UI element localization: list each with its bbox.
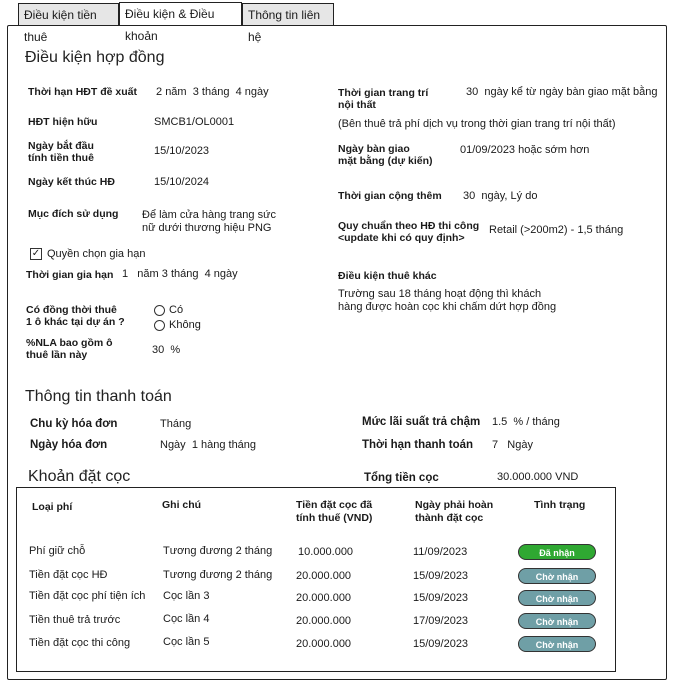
fitout-label-line1: Thời gian trang trí — [338, 87, 429, 99]
other-conditions-value[interactable] — [338, 288, 556, 314]
term-months: 3 — [192, 86, 199, 98]
col-header-refund-line2: thành đặt cọc — [415, 512, 484, 524]
extra-time-label: Thời gian cộng thêm — [338, 190, 442, 202]
row-fee: Tiền thuê trả trước — [29, 614, 121, 626]
other-conditions-line2: hàng được hoàn cọc khi chấm dứt hợp đồng — [338, 301, 557, 313]
row-refund-date: 17/09/2023 — [413, 615, 469, 627]
tab-bar — [0, 0, 673, 44]
payment-term-label: Thời hạn thanh toán — [362, 439, 474, 451]
fitout-note: (Bên thuê trả phí dịch vụ trong thời gian trang trí nội thất) — [338, 118, 616, 130]
term-years-unit: năm — [165, 86, 187, 98]
end-date-value[interactable]: 15/10/2024 — [154, 176, 210, 188]
handover-date: 01/09/2023 — [460, 144, 516, 156]
status-badge[interactable]: Chờ nhận — [518, 636, 596, 652]
handover-label-line2: mặt bằng (dự kiến) — [338, 155, 433, 167]
renewal-period-value[interactable] — [122, 268, 238, 281]
construction-standard-label-line2: <update khi có quy định> — [338, 232, 465, 244]
deposit-total-label: Tổng tiền cọc — [364, 472, 439, 484]
tab-terms-conditions[interactable]: Điều kiện & Điều khoản — [119, 2, 242, 26]
row-amount: 20.000.000 — [296, 592, 352, 604]
handover-label — [338, 143, 433, 167]
deposit-total-value: 30.000.000 VND — [497, 471, 579, 483]
handover-label-line1: Ngày bàn giao — [338, 143, 410, 155]
status-badge[interactable]: Chờ nhận — [518, 613, 596, 629]
row-fee: Tiền đặt cọc thi công — [29, 637, 131, 649]
other-conditions-label: Điều kiện thuê khác — [338, 270, 437, 282]
col-header-refund-line1: Ngày phải hoàn — [415, 499, 494, 511]
renewal-days-unit: ngày — [213, 268, 238, 280]
purpose-label: Mục đích sử dụng — [28, 208, 119, 220]
start-date-label — [28, 140, 94, 164]
start-date-label-line1: Ngày bắt đầu — [28, 140, 94, 152]
row-note: Cọc lần 5 — [163, 636, 210, 648]
nla-label — [26, 337, 113, 361]
renewal-days: 4 — [204, 268, 211, 280]
handover-note: hoặc sớm hơn — [518, 144, 590, 156]
handover-value[interactable] — [460, 144, 589, 157]
nla-value[interactable] — [152, 344, 180, 357]
invoice-date-prefix: Ngày — [160, 439, 186, 451]
concurrent-yes-option[interactable] — [154, 304, 183, 317]
row-amount: 20.000.000 — [296, 615, 352, 627]
row-amount: 10.000.000 — [298, 546, 354, 558]
payment-term-unit: Ngày — [507, 439, 533, 451]
end-date-label: Ngày kết thúc HĐ — [28, 176, 115, 188]
invoice-date-value[interactable] — [160, 439, 256, 452]
renewal-option-checkbox[interactable]: ✓ — [31, 248, 41, 260]
term-days: 4 — [235, 86, 242, 98]
status-badge[interactable]: Chờ nhận — [518, 568, 596, 584]
renewal-years: 1 — [122, 268, 129, 280]
col-header-note: Ghi chú — [162, 499, 202, 511]
current-contract-label: HĐT hiện hữu — [28, 116, 98, 128]
extra-time-unit: ngày, Lý do — [481, 190, 538, 202]
nla-label-line2: thuê lần này — [26, 349, 88, 361]
start-date-value[interactable]: 15/10/2023 — [154, 145, 210, 157]
other-conditions-line1: Trường sau 18 tháng hoạt động thì khách — [338, 288, 542, 300]
term-value[interactable] — [156, 86, 269, 99]
extra-time-days: 30 — [463, 190, 476, 202]
fitout-unit: ngày kể từ ngày bàn giao mặt bằng — [484, 86, 658, 98]
payment-term-number: 7 — [492, 439, 499, 451]
term-label: Thời hạn HĐT đề xuất — [28, 86, 137, 98]
term-days-unit: ngày — [244, 86, 269, 98]
col-header-status: Tình trạng — [534, 499, 586, 511]
row-note: Tương đương 2 tháng — [163, 569, 273, 581]
row-fee: Phí giữ chỗ — [29, 545, 86, 557]
nla-number: 30 — [152, 344, 165, 356]
deposit-section-title: Khoản đặt cọc — [28, 468, 131, 485]
late-rate-number: 1.5 — [492, 416, 508, 428]
row-refund-date: 15/09/2023 — [413, 638, 469, 650]
concurrent-no-option[interactable] — [154, 319, 201, 332]
contract-section-title: Điều kiện hợp đồng — [25, 49, 165, 66]
col-header-amount — [296, 499, 372, 525]
invoice-date-label: Ngày hóa đơn — [30, 439, 108, 451]
late-rate-label: Mức lãi suất trả chậm — [362, 416, 481, 428]
tab-rent-conditions[interactable]: Điều kiện tiền thuê — [18, 3, 119, 25]
invoice-date-day: 1 hàng tháng — [191, 439, 257, 451]
renewal-option-label: Quyền chọn gia hạn — [47, 248, 146, 260]
payment-term-value[interactable] — [492, 439, 533, 452]
purpose-value-line1: Để làm cửa hàng trang sức — [142, 209, 276, 221]
row-amount: 20.000.000 — [296, 638, 352, 650]
late-rate-value[interactable] — [492, 416, 560, 429]
concurrent-lease-label — [26, 304, 125, 328]
col-header-fee: Loại phí — [32, 501, 73, 513]
renewal-period-label: Thời gian gia hạn — [26, 269, 114, 281]
construction-standard-label-line1: Quy chuẩn theo HĐ thi công — [338, 220, 480, 232]
renewal-months-unit: tháng — [170, 268, 199, 280]
col-header-amount-line2: tính thuế (VND) — [296, 512, 373, 524]
fitout-days: 30 — [466, 86, 479, 98]
current-contract-value[interactable]: SMCB1/OL0001 — [154, 116, 235, 128]
row-note: Tương đương 2 tháng — [163, 545, 273, 557]
row-note: Cọc lần 4 — [163, 613, 210, 625]
row-refund-date: 11/09/2023 — [413, 546, 468, 558]
fitout-label-line2: nội thất — [338, 99, 376, 111]
extra-time-value[interactable] — [463, 190, 537, 203]
fitout-label — [338, 87, 428, 111]
row-fee: Tiền đặt cọc HĐ — [29, 569, 108, 581]
concurrent-yes-radio[interactable] — [154, 305, 165, 316]
start-date-label-line2: tính tiền thuê — [28, 152, 94, 164]
col-header-refund-date — [415, 499, 493, 525]
col-header-amount-line1: Tiền đặt cọc đã — [296, 499, 373, 511]
construction-standard-value[interactable]: Retail (>200m2) - 1,5 tháng — [489, 224, 624, 236]
payment-section-title: Thông tin thanh toán — [25, 388, 172, 405]
status-badge[interactable]: Đã nhận — [518, 544, 596, 560]
term-months-unit: tháng — [201, 86, 230, 98]
renewal-years-unit: năm — [137, 268, 159, 280]
invoice-cycle-value[interactable]: Tháng — [160, 418, 192, 430]
concurrent-no-radio[interactable] — [154, 320, 165, 331]
purpose-value[interactable] — [142, 209, 276, 235]
row-refund-date: 15/09/2023 — [413, 592, 469, 604]
row-note: Cọc lần 3 — [163, 590, 210, 602]
late-rate-unit: % / tháng — [513, 416, 560, 428]
nla-label-line1: %NLA bao gồm ô — [26, 337, 113, 349]
row-amount: 20.000.000 — [296, 570, 352, 582]
fitout-value[interactable] — [466, 86, 657, 99]
concurrent-no-label: Không — [169, 319, 201, 331]
construction-standard-label — [338, 220, 479, 244]
concurrent-lease-label-line1: Có đồng thời thuê — [26, 304, 117, 316]
nla-unit: % — [170, 344, 181, 356]
row-refund-date: 15/09/2023 — [413, 570, 469, 582]
row-fee: Tiền đặt cọc phí tiện ích — [29, 590, 146, 602]
concurrent-lease-label-line2: 1 ô khác tại dự án ? — [26, 316, 125, 328]
term-years: 2 — [156, 86, 163, 98]
tab-contact-info[interactable]: Thông tin liên hệ — [242, 3, 334, 25]
status-badge[interactable]: Chờ nhận — [518, 590, 596, 606]
renewal-months: 3 — [161, 268, 168, 280]
renewal-option[interactable] — [30, 248, 145, 261]
concurrent-yes-label: Có — [169, 304, 184, 316]
invoice-cycle-label: Chu kỳ hóa đơn — [30, 418, 118, 430]
purpose-value-line2: nữ dưới thương hiệu PNG — [142, 222, 272, 234]
